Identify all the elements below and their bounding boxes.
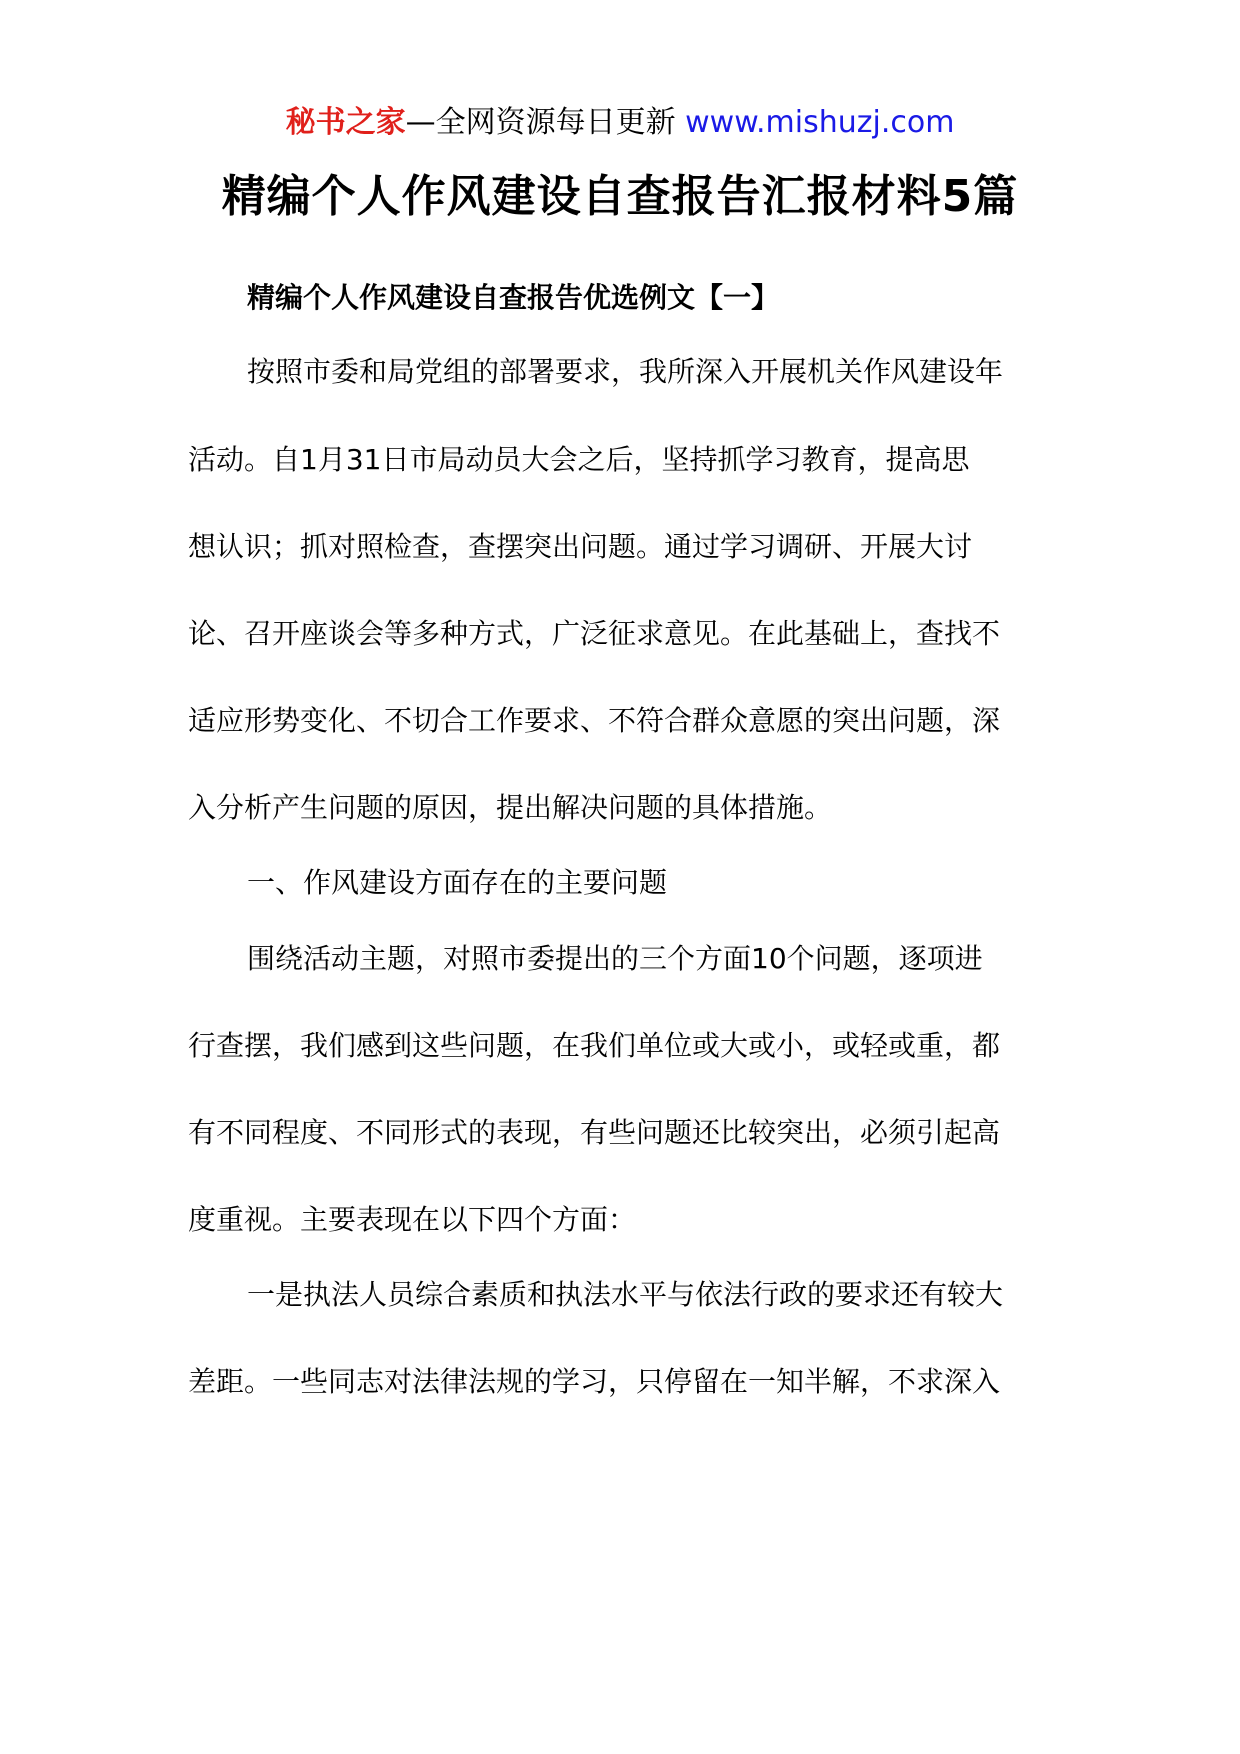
paragraph-line: 一是执法人员综合素质和执法水平与依法行政的要求还有较大 — [247, 1278, 1004, 1311]
site-url-link[interactable]: www.mishuzj.com — [685, 105, 955, 140]
paragraph-line: 活动。自1月31日市局动员大会之后，坚持抓学习教育，提高思 — [188, 443, 970, 476]
paragraph-line: 入分析产生问题的原因，提出解决问题的具体措施。 — [188, 791, 833, 824]
paragraph-line: 围绕活动主题，对照市委提出的三个方面10个问题，逐项进 — [247, 942, 983, 975]
paragraph-line: 度重视。主要表现在以下四个方面： — [188, 1203, 637, 1236]
paragraph-line: 行查摆，我们感到这些问题，在我们单位或大或小，或轻或重，都 — [188, 1029, 1001, 1062]
subsection-heading: 一、作风建设方面存在的主要问题 — [247, 866, 668, 899]
paragraph-line: 差距。一些同志对法律法规的学习，只停留在一知半解，不求深入 — [188, 1365, 1001, 1398]
brand-name: 秘书之家 — [285, 105, 406, 140]
document-title: 精编个人作风建设自查报告汇报材料5篇 — [221, 171, 1019, 222]
paragraph-line: 适应形势变化、不切合工作要求、不符合群众意愿的突出问题，深 — [188, 704, 1001, 737]
site-header — [0, 100, 1240, 146]
section-heading: 精编个人作风建设自查报告优选例文【一】 — [247, 281, 780, 314]
paragraph-line: 按照市委和局党组的部署要求，我所深入开展机关作风建设年 — [247, 355, 1004, 388]
paragraph-line: 论、召开座谈会等多种方式，广泛征求意见。在此基础上，查找不 — [188, 617, 1001, 650]
paragraph-line: 有不同程度、不同形式的表现，有些问题还比较突出，必须引起高 — [188, 1116, 1001, 1149]
header-tagline: —全网资源每日更新 — [405, 105, 676, 140]
paragraph-line: 想认识；抓对照检查，查摆突出问题。通过学习调研、开展大讨 — [188, 530, 973, 563]
